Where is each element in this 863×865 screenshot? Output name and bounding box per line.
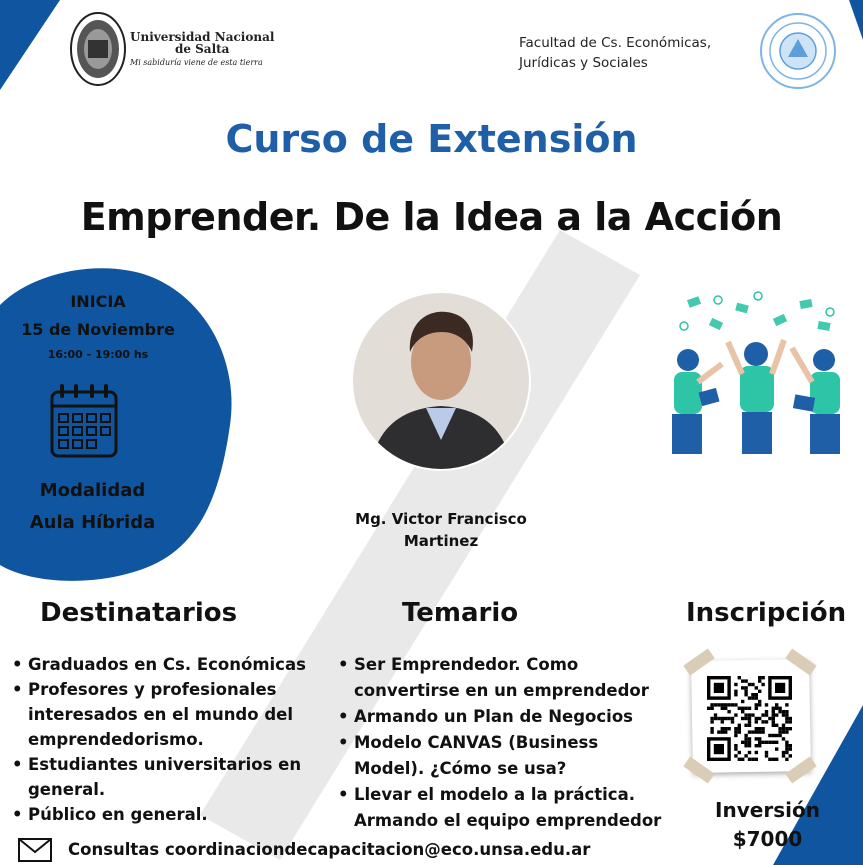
- price-value: $7000: [732, 827, 803, 851]
- calendar-icon: [50, 382, 118, 460]
- audience-list: [12, 652, 312, 827]
- list-item: • Armando un Plan de Negocios: [338, 704, 668, 730]
- class-time: 16:00 - 19:00 hs: [47, 348, 149, 361]
- syllabus-heading: Temario: [402, 598, 519, 628]
- starts-label: INICIA: [70, 292, 126, 311]
- instructor-photo: [350, 290, 532, 472]
- registration-heading: Inscripción: [686, 598, 847, 628]
- university-motto: Mi sabiduría viene de esta tierra: [130, 58, 263, 67]
- modality-label: Modalidad: [39, 480, 146, 501]
- university-seal-icon: [70, 12, 126, 86]
- instructor-name: Mg. Victor Francisco Martinez: [355, 510, 527, 550]
- course-kicker: Curso de Extensión: [225, 117, 638, 161]
- course-title: Emprender. De la Idea a la Acción: [80, 195, 783, 239]
- syllabus-list: [338, 652, 668, 834]
- audience-heading: Destinatarios: [40, 598, 238, 628]
- envelope-icon: [18, 838, 52, 862]
- contact-email-link[interactable]: Consultas coordinaciondecapacitacion@eco.unsa.edu.ar: [68, 840, 591, 859]
- list-item: • Graduados en Cs. Económicas: [12, 652, 312, 677]
- price-label: Inversión: [715, 798, 820, 822]
- list-item: • Estudiantes universitarios en general.: [12, 752, 312, 802]
- faculty-seal-icon: [758, 12, 838, 90]
- list-item: • Profesores y profesionales interesados en el mundo del emprendedorismo.: [12, 677, 312, 752]
- list-item: • Modelo CANVAS (Business Model). ¿Cómo se usa?: [338, 730, 668, 782]
- list-item: • Público en general.: [12, 802, 312, 827]
- qr-code-icon[interactable]: [707, 676, 795, 762]
- start-date: 15 de Noviembre: [21, 320, 175, 339]
- schedule-blob: [0, 265, 240, 585]
- university-name: Universidad Nacional de Salta: [130, 30, 275, 56]
- modality-value: Aula Híbrida: [29, 512, 156, 533]
- list-item: • Ser Emprendedor. Como convertirse en un emprendedor: [338, 652, 668, 704]
- faculty-name: Facultad de Cs. Económicas, Jurídicas y Sociales: [519, 35, 712, 71]
- team-celebration-illustration: [658, 290, 854, 460]
- list-item: • Llevar el modelo a la práctica. Armando el equipo emprendedor: [338, 782, 668, 834]
